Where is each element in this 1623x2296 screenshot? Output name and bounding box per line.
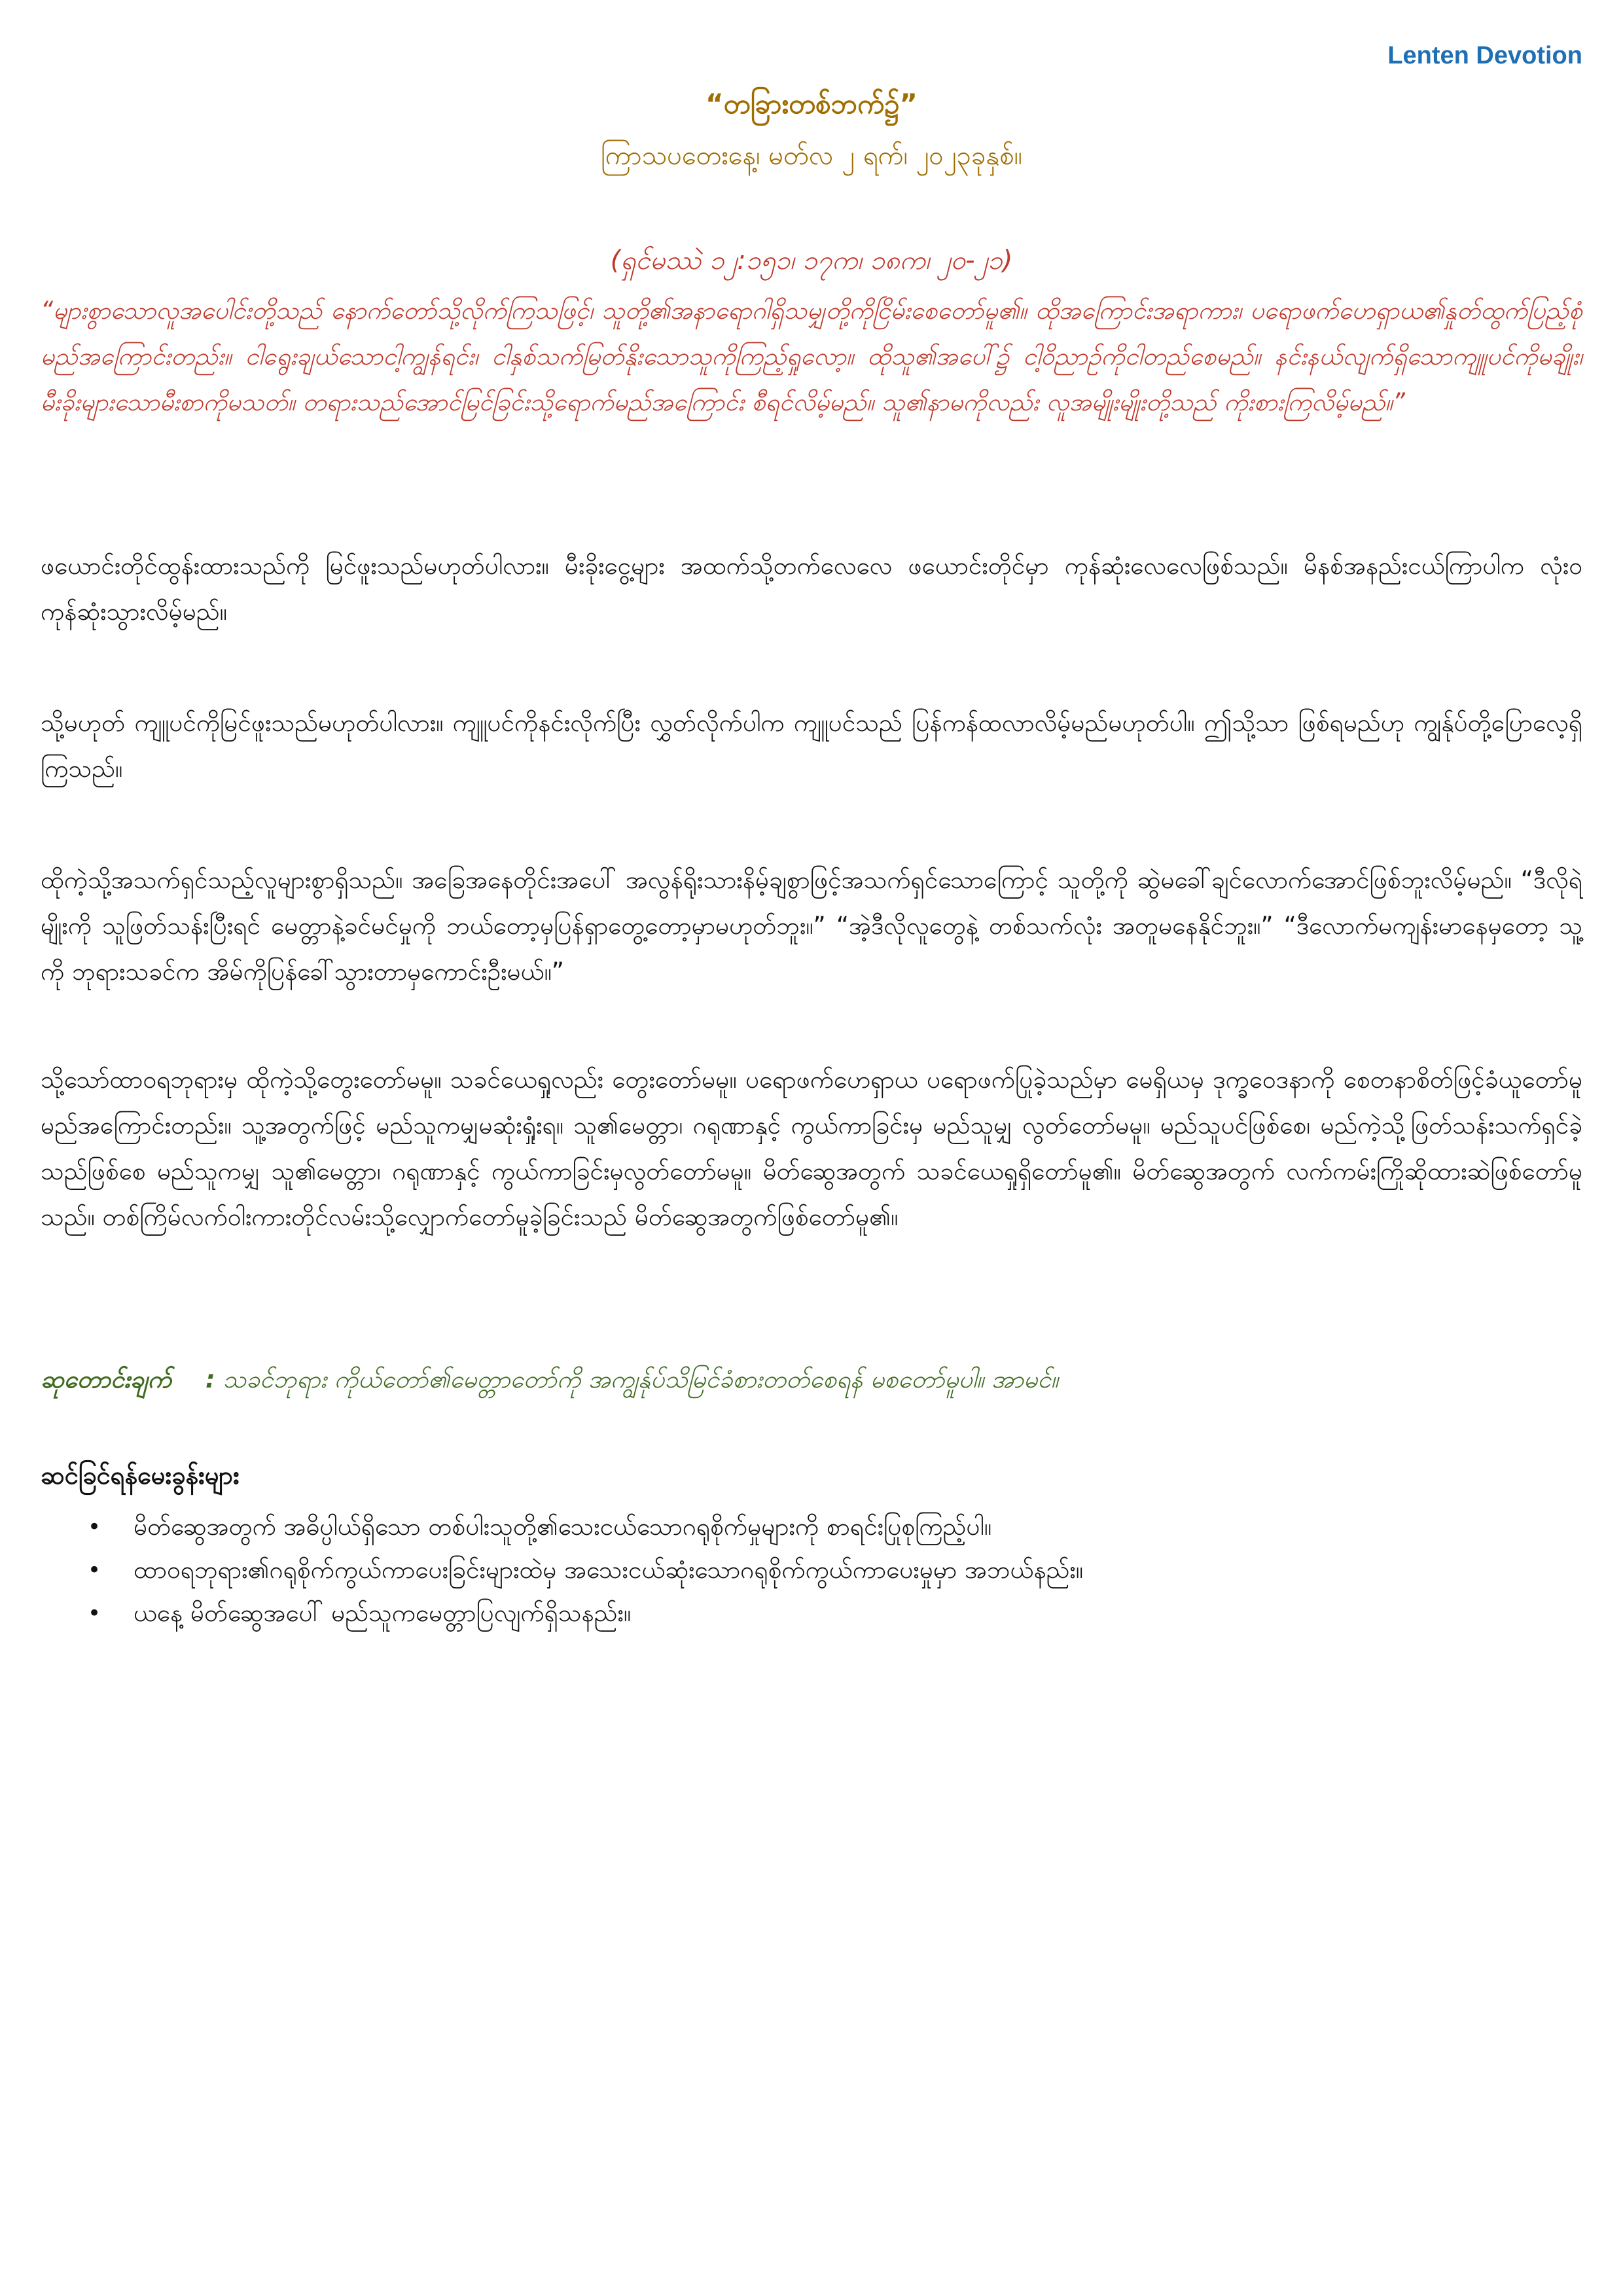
- body-paragraph-4: သို့သော်ထာဝရဘုရားမှ ထိုကဲ့သို့တွေးတော်မမူ။ သခင်ယေရှုလည်း တွေးတော်မမူ။ ပရောဖက်ဟေရှာယ ပရောဖက်ပြုခဲ့သည်မှာ မေရှိယမှ ဒုက္ခဝေဒနာကို စေတနာစိတ်ဖြင့်ခံယူတော်မူမည်အကြောင်းတည်း။ သူ့အတွက်ဖြင့် မည်သူကမျှမဆုံးရှုံးရ။ သူ၏မေတ္တာ၊ ဂရုဏာနှင့် ကွယ်ကာခြင်းမှ မည်သူမျှ လွတ်တော်မမူ။ မည်သူပင်ဖြစ်စေ၊ မည်ကဲ့သို့ဖြတ်သန်းသက်ရှင်ခဲ့သည်ဖြစ်စေ မည်သူကမျှ သူ၏မေတ္တာ၊ ဂရုဏာနှင့် ကွယ်ကာခြင်းမှလွတ်တော်မမူ။ မိတ်ဆွေအတွက် သခင်ယေရှုရှိတော်မူ၏။ မိတ်ဆွေအတွက် လက်ကမ်းကြိုဆိုထားဆဲဖြစ်တော်မူသည်။ တစ်ကြိမ်လက်ဝါးကားတိုင်လမ်းသို့လျှောက်တော်မူခဲ့ခြင်းသည် မိတ်ဆွေအတွက်ဖြစ်တော်မူ၏။: [41, 1066, 1582, 1231]
- bullet-icon: •: [88, 1514, 101, 1540]
- header-label: Lenten Devotion: [1387, 42, 1582, 69]
- body-paragraph-1: ဖယောင်းတိုင်ထွန်းထားသည်ကို မြင်ဖူးသည်မဟုတ်ပါလား။ မီးခိုးငွေ့များ အထက်သို့တက်လေလေ ဖယောင်းတိုင်မှာ ကုန်ဆုံးလေလေဖြစ်သည်။ မိနစ်အနည်းငယ်ကြာပါက လုံးဝကုန်ဆုံးသွားလိမ့်မည်။: [41, 552, 1582, 626]
- scripture-reference: (ရှင်မဿဲ ၁၂:၁၅၁၊ ၁၇က၊ ၁၈က၊ ၂၀-၂၁): [610, 245, 1013, 276]
- questions-heading: ဆင်ခြင်ရန်မေးခွန်းများ: [41, 1461, 240, 1490]
- questions-list: [41, 1505, 1582, 1635]
- body-paragraph-3: ထိုကဲ့သို့အသက်ရှင်သည့်လူများစွာရှိသည်။ အခြေအနေတိုင်းအပေါ် အလွန်ရိုးသားနိမ့်ချစွာဖြင့်အသက်ရှင်သောကြောင့် သူတို့ကို ဆွဲမခေါ်ချင်လောက်အောင်ဖြစ်ဘူးလိမ့်မည်။ “ဒီလိုရဲမျိုးကို သူဖြတ်သန်းပြီးရင် မေတ္တာနဲ့ခင်မင်မှုကို ဘယ်တော့မှပြန်ရှာတွေ့တော့မှာမဟုတ်ဘူး။” “အဲ့ဒီလိုလူတွေနဲ့ တစ်သက်လုံး အတူမနေနိုင်ဘူး။” “ဒီလောက်မကျန်းမာနေမှတော့ သူ့ကို ဘုရားသခင်က အိမ်ကိုပြန်ခေါ်သွားတာမှကောင်းဦးမယ်။”: [41, 866, 1582, 986]
- prayer-label: ဆုတောင်းချက်: [41, 1365, 171, 1393]
- prayer-text: သခင်ဘုရား ကိုယ်တော်၏မေတ္တာတော်ကို အကျွန်ုပ်သိမြင်ခံစားတတ်စေရန် မစတော်မူပါ။ အာမင်။: [223, 1365, 1059, 1393]
- page-date: ကြာသပတေးနေ့၊ မတ်လ ၂ ရက်၊ ၂၀၂၃ခုနှစ်။: [601, 141, 1022, 171]
- prayer: [41, 1357, 1582, 1403]
- prayer-separator: :: [205, 1365, 215, 1393]
- page-title: “တခြားတစ်ဘက်၌”: [705, 88, 918, 120]
- question-text: ထာဝရဘုရား၏ဂရုစိုက်ကွယ်ကာပေးခြင်းများထဲမှ အသေးငယ်ဆုံးသောဂရုစိုက်ကွယ်ကာပေးမှုမှာ အဘယ်နည်း။: [134, 1556, 1083, 1584]
- list-item: [41, 1592, 1582, 1635]
- bullet-icon: •: [88, 1557, 101, 1583]
- question-text: ယနေ့ မိတ်ဆွေအပေါ် မည်သူကမေတ္တာပြလျက်ရှိသနည်း။: [134, 1599, 632, 1627]
- body-paragraph-2: သို့မဟုတ် ကျူပင်ကိုမြင်ဖူးသည်မဟုတ်ပါလား။ ကျူပင်ကိုနင်းလိုက်ပြီး လွှတ်လိုက်ပါက ကျူပင်သည် ပြန်ကန်ထလာလိမ့်မည်မဟုတ်ပါ။ ဤသို့သာ ဖြစ်ရမည်ဟု ကျွန်ုပ်တို့ပြောလေ့ရှိကြသည်။: [41, 709, 1582, 783]
- scripture-text: “များစွာသောလူအပေါင်းတို့သည် နောက်တော်သို့လိုက်ကြသဖြင့်၊ သူတို့၏အနာရောဂါရှိသမျှတို့ကိုငြိမ်းစေတော်မူ၏။ ထိုအကြောင်းအရာကား၊ ပရောဖက်ဟေရှာယ၏နှုတ်ထွက်ပြည့်စုံမည်အကြောင်းတည်း။ ငါရွေးချယ်သောငါ့ကျွန်ရင်း၊ ငါနှစ်သက်မြတ်နိုးသောသူကိုကြည့်ရှုလော့။ ထိုသူ၏အပေါ်၌ ငါ့ဝိညာဉ်ကိုငါတည်စေမည်။ နင်းနယ်လျက်ရှိသောကျူပင်ကိုမချိုး၊ မီးခိုးများသောမီးစာကိုမသတ်။ တရားသည်အောင်မြင်ခြင်းသို့ရောက်မည်အကြောင်း စီရင်လိမ့်မည်။ သူ၏နာမကိုလည်း လူအမျိုးမျိုးတို့သည် ကိုးစားကြလိမ့်မည်။”: [41, 296, 1582, 416]
- list-item: [41, 1549, 1582, 1592]
- list-item: [41, 1505, 1582, 1549]
- bullet-icon: •: [88, 1600, 101, 1626]
- question-text: မိတ်ဆွေအတွက် အဓိပ္ပါယ်ရှိသော တစ်ပါးသူတို့၏သေးငယ်သောဂရုစိုက်မှုများကို စာရင်းပြုစုကြည့်ပါ။: [134, 1513, 992, 1541]
